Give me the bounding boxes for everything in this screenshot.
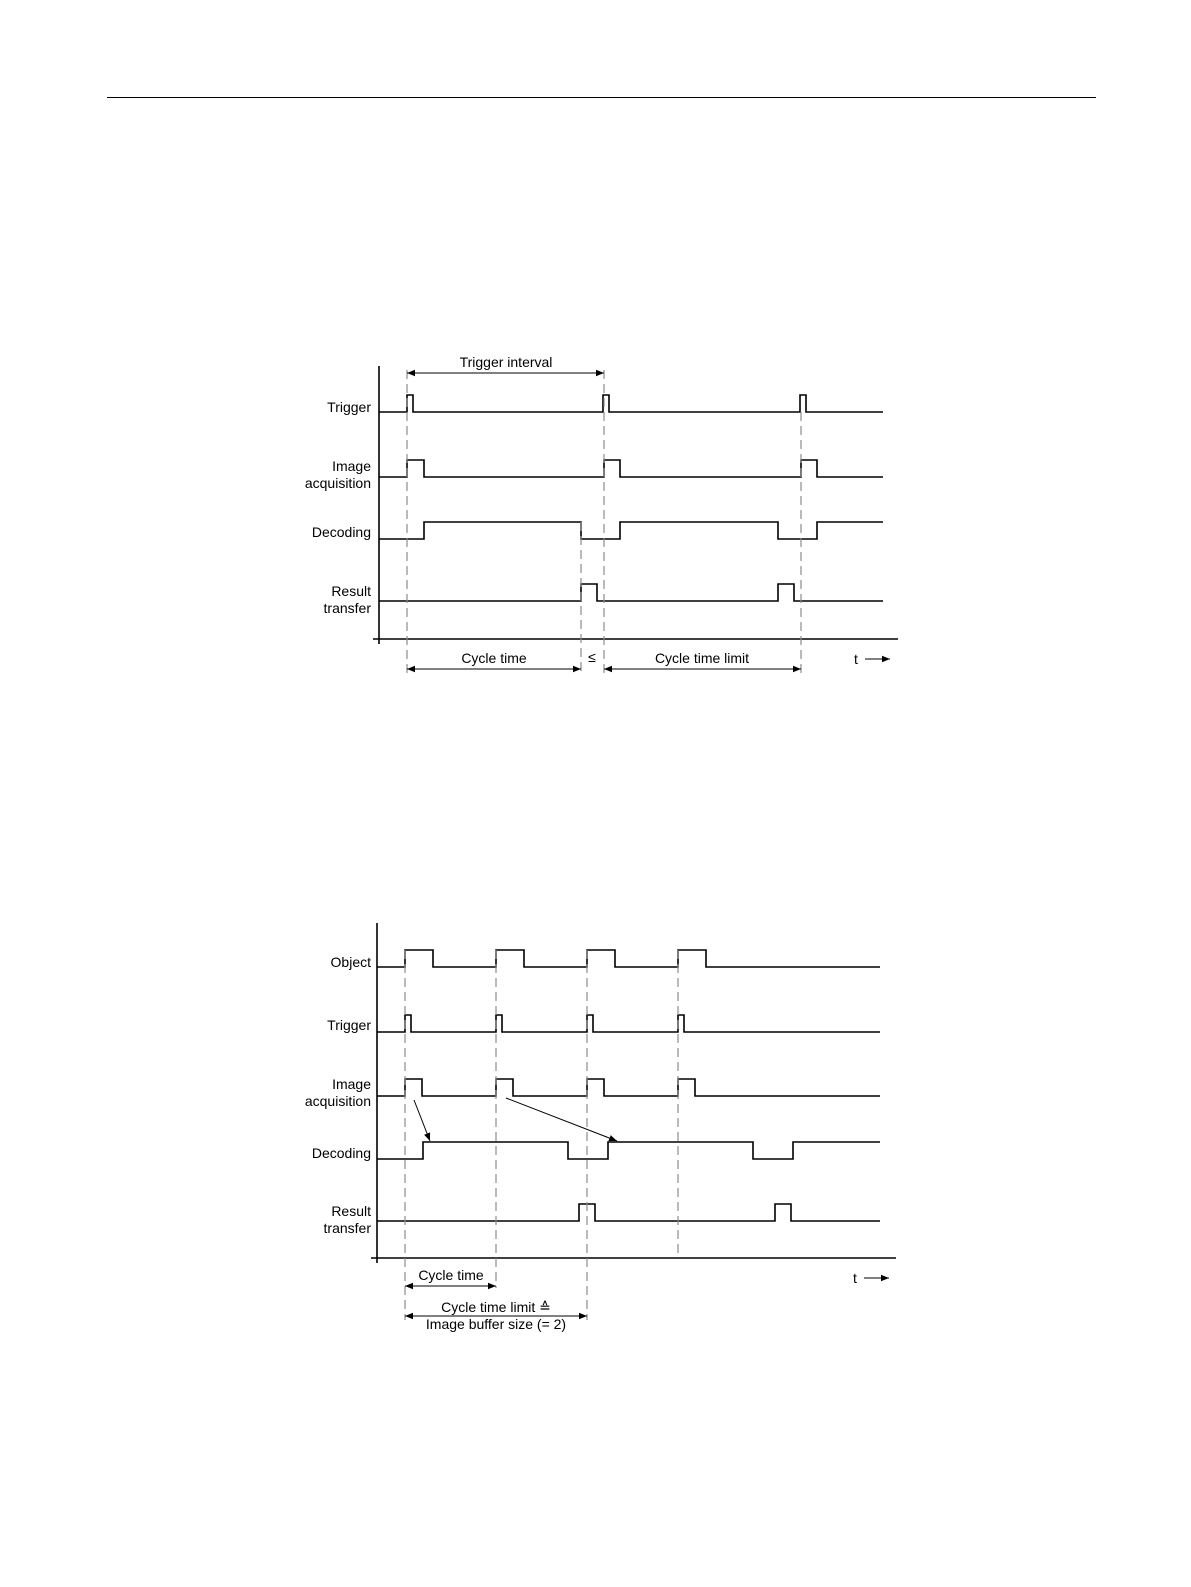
d2-label-trigger: Trigger xyxy=(327,1017,371,1033)
d2-cycle-time-limit-label: Cycle time limit ≙ xyxy=(441,1299,551,1315)
d1-label-transfer: transfer xyxy=(323,600,371,616)
d2-flow-arrow-2 xyxy=(506,1098,617,1141)
d1-leq-symbol: ≤ xyxy=(588,649,596,665)
d1-t-label: t xyxy=(854,651,858,667)
timing-diagram-2 xyxy=(305,923,896,1332)
d1-label-result: Result xyxy=(331,583,371,599)
d2-label-object: Object xyxy=(330,954,371,970)
d2-flow-arrow-1 xyxy=(414,1100,430,1141)
d2-t-label: t xyxy=(853,1270,857,1286)
d1-label-acquisition: acquisition xyxy=(304,475,371,491)
d1-image-acquisition-signal xyxy=(379,460,883,477)
d2-label-image: Image xyxy=(332,1076,371,1092)
d1-cycle-time-limit-label: Cycle time limit xyxy=(654,650,750,666)
d1-label-trigger: Trigger xyxy=(327,399,371,415)
d1-label-image: Image xyxy=(332,458,371,474)
d2-decoding-signal xyxy=(377,1142,880,1159)
d2-result-transfer-signal xyxy=(377,1204,880,1221)
d2-label-transfer: transfer xyxy=(323,1220,371,1236)
d2-image-buffer-label: Image buffer size (= 2) xyxy=(425,1316,567,1332)
timing-diagram-1 xyxy=(305,354,898,673)
d2-object-signal xyxy=(377,950,880,967)
d1-label-decoding: Decoding xyxy=(311,524,371,540)
d2-label-acquisition: acquisition xyxy=(304,1093,371,1109)
d2-label-result: Result xyxy=(331,1203,371,1219)
d1-result-transfer-signal xyxy=(379,584,883,601)
d2-image-acquisition-signal xyxy=(377,1079,880,1096)
d2-label-decoding: Decoding xyxy=(311,1145,371,1161)
d1-cycle-time-label: Cycle time xyxy=(461,650,527,666)
d1-decoding-signal xyxy=(379,522,883,539)
d2-trigger-signal xyxy=(377,1015,880,1032)
d1-trigger-interval-label: Trigger interval xyxy=(459,354,553,370)
d2-cycle-time-label: Cycle time xyxy=(418,1267,484,1283)
d1-trigger-signal xyxy=(379,395,883,412)
